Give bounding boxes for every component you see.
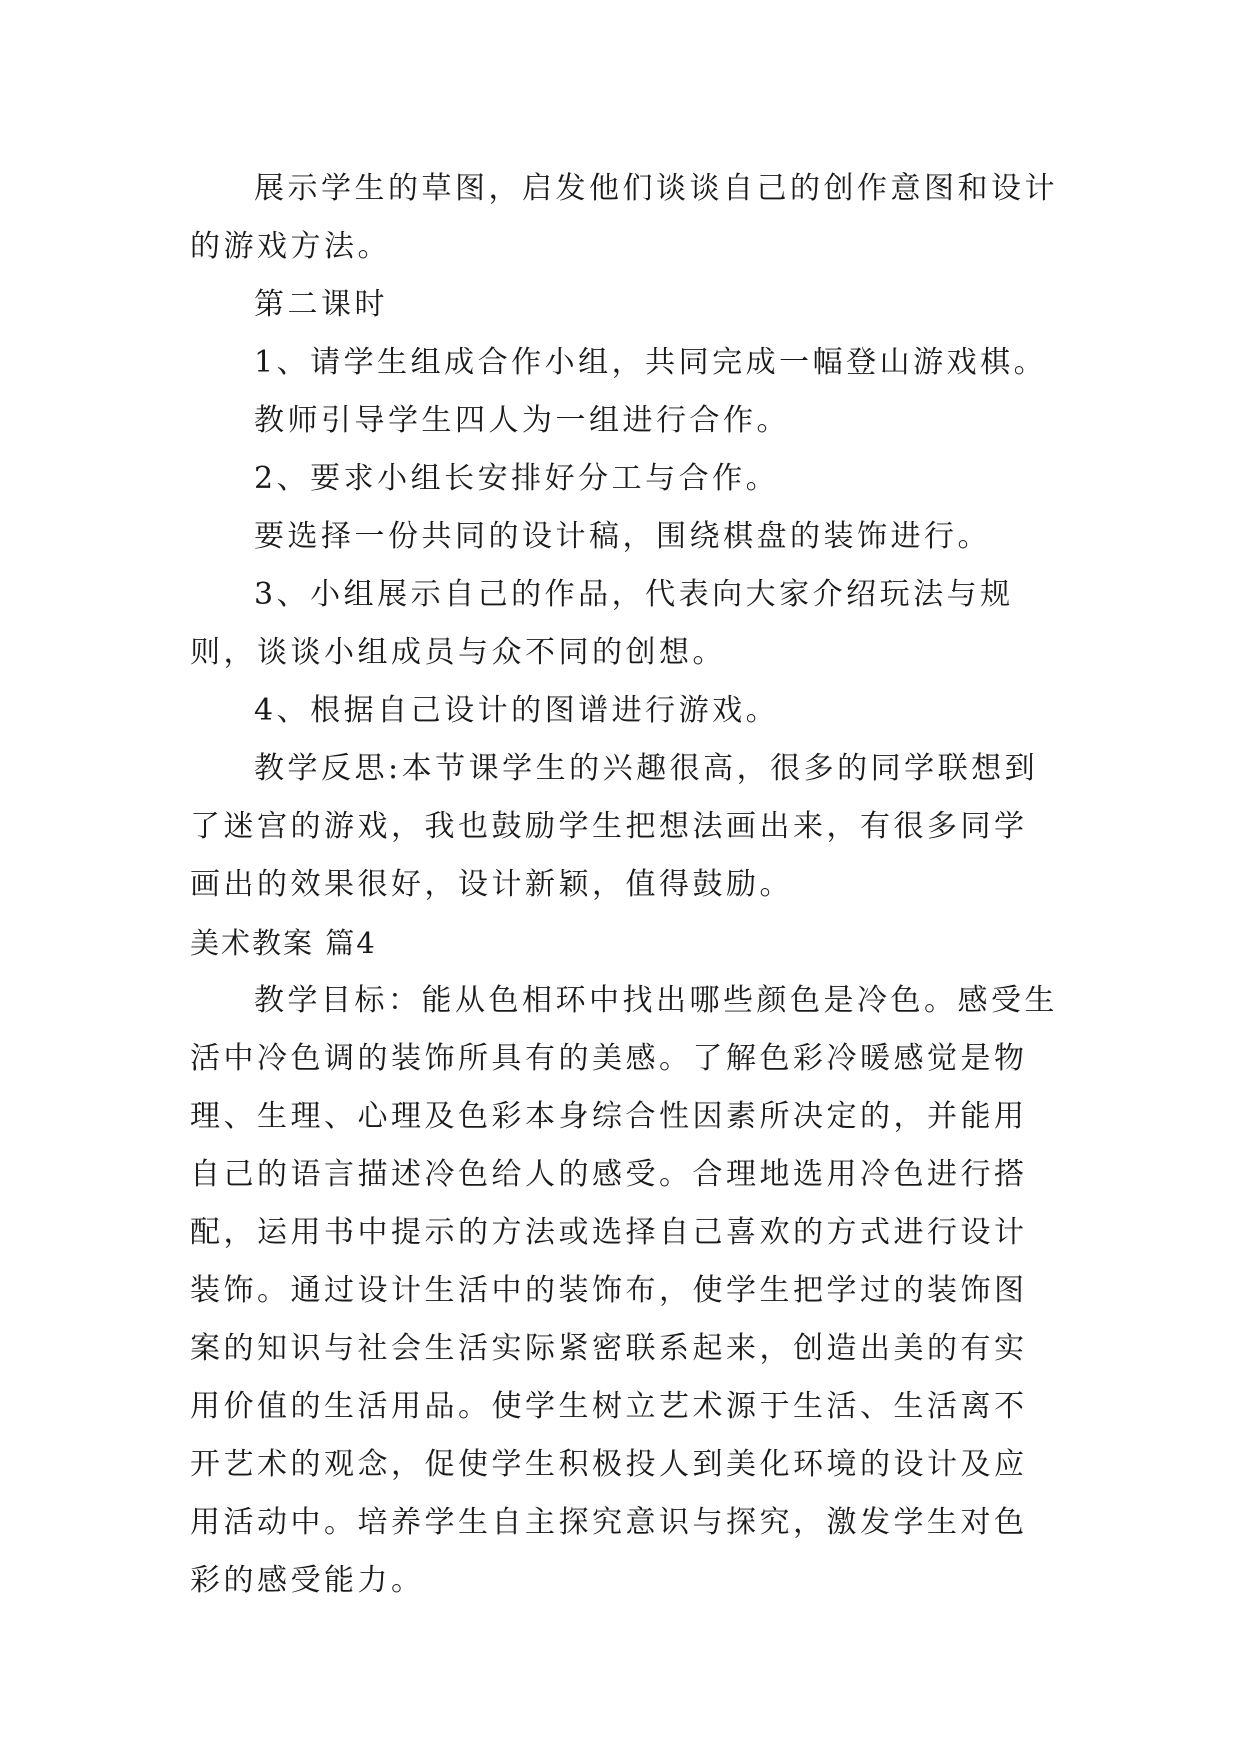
paragraph-reflection: 教学反思:本节课学生的兴趣很高，很多的同学联想到了迷宫的游戏，我也鼓励学生把想法画出来，有很多同学画出的效果很好，设计新颖，值得鼓励。: [190, 751, 1039, 902]
paragraph-step-3: 3、小组展示自己的作品，代表向大家介绍玩法与规则，谈谈小组成员与众不同的创想。: [190, 577, 1014, 670]
paragraph-choose-design: 要选择一份共同的设计稿，围绕棋盘的装饰进行。: [254, 519, 991, 554]
paragraph-teacher-guide: 教师引导学生四人为一组进行合作。: [254, 403, 790, 438]
paragraph-sketch-display: 展示学生的草图，启发他们谈谈自己的创作意图和设计的游戏方法。: [190, 171, 1058, 264]
paragraph-step-4: 4、根据自己设计的图谱进行游戏。: [254, 693, 780, 728]
paragraph-second-lesson: 第二课时: [254, 287, 388, 322]
paragraph-step-2: 2、要求小组长安排好分工与合作。: [254, 461, 780, 496]
paragraph-teaching-goals: 教学目标：能从色相环中找出哪些颜色是冷色。感受生活中冷色调的装饰所具有的美感。了解色彩冷暖感觉是物理、生理、心理及色彩本身综合性因素所决定的，并能用自己的语言描述冷色给人的感受。合理地选用冷色进行搭配，运用书中提示的方法或选择自己喜欢的方式进行设计装饰。通过设计生活中的装饰布，使学生把学过的装饰图案的知识与社会生活实际紧密联系起来，创造出美的有实用价值的生活用品。使学生树立艺术源于生活、生活离不开艺术的观念，促使学生积极投人到美化环境的设计及应用活动中。培养学生自主探究意识与探究，激发学生对色彩的感受能力。: [190, 983, 1058, 1598]
section-heading: 美术教案 篇4: [190, 926, 377, 960]
document-body: [190, 160, 1060, 1610]
paragraph-step-1: 1、请学生组成合作小组，共同完成一幅登山游戏棋。: [254, 345, 1048, 380]
